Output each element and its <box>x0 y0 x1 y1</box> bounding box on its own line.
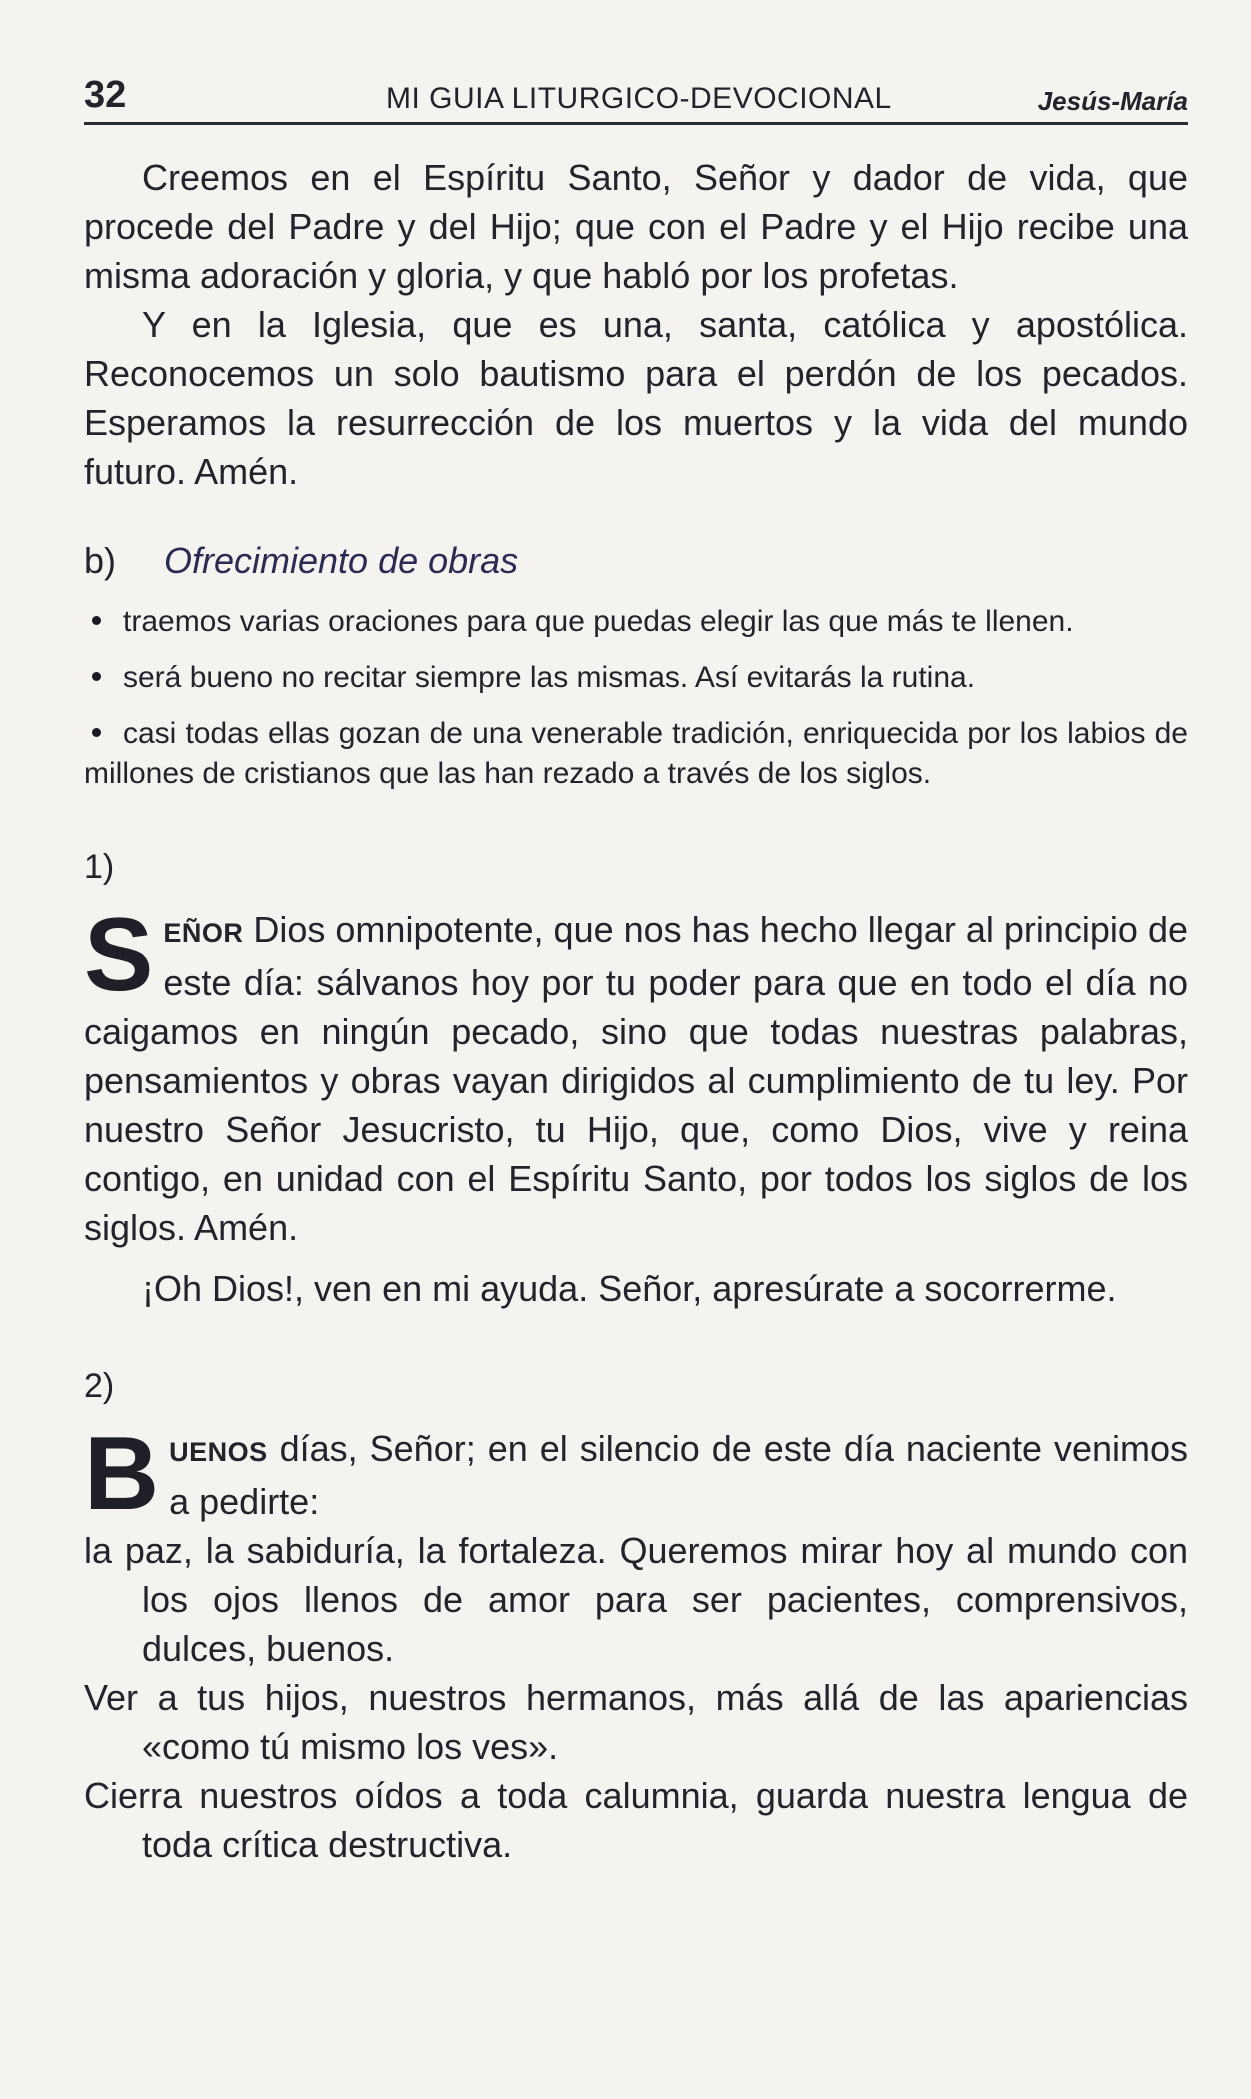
page-number: 32 <box>84 74 127 116</box>
section-title: Ofrecimiento de obras <box>164 540 519 581</box>
running-title: MI GUIA LITURGICO-DEVOCIONAL <box>386 82 892 115</box>
section-heading <box>84 540 1188 582</box>
bullet-item <box>84 658 1188 698</box>
bullet-list <box>84 602 1188 794</box>
bullet-icon <box>92 672 101 681</box>
bullet-text: traemos varias oraciones para que puedas elegir las que más te llenen. <box>123 605 1074 638</box>
petition-line: Ver a tus hijos, nuestros hermanos, más allá de las apariencias «como tú mismo los ves». <box>84 1677 1188 1767</box>
bullet-text: casi todas ellas gozan de una venerable tradición, enriquecida por los labios de millones de cristianos que las han rezado a través de los siglos. <box>84 717 1188 790</box>
prayer-number: 2) <box>84 1367 115 1405</box>
bullet-icon <box>92 728 101 737</box>
prayer-number: 1) <box>84 848 115 886</box>
bullet-item <box>84 714 1188 794</box>
prayer-paragraph <box>84 897 1188 1252</box>
author-name: Jesús-María <box>1037 86 1188 116</box>
prayer-text: días, Señor; en el silencio de este día naciente venimos a pedirte: <box>169 1428 1188 1522</box>
page <box>84 70 1188 1869</box>
creed-paragraph: Y en la Iglesia, que es una, santa, católica y apostólica. Reconocemos un solo bautismo para el perdón de los pecados. Esperamos la resurrección de los muertos y la vida del mundo futuro. Amén. <box>84 304 1188 492</box>
drop-cap: B <box>84 1416 160 1532</box>
prayer-paragraph <box>84 1416 1188 1532</box>
invocation: ¡Oh Dios!, ven en mi ayuda. Señor, apresúrate a socorrerme. <box>142 1268 1117 1309</box>
section-letter: b) <box>84 540 117 581</box>
petition-line: Cierra nuestros oídos a toda calumnia, guarda nuestra lengua de toda crítica destructiva. <box>84 1775 1188 1865</box>
prayer-text: Dios omnipotente, que nos has hecho llegar al principio de este día: sálvanos hoy por tu poder para que en todo el día no caigamos en ningún pecado, sino que todas nuestras palabras, pensamientos y obras vayan dirigidos al cumplimiento de tu ley. Por nuestro Señor Jesucristo, tu Hijo, que, como Dios, vive y reina contigo, en unidad con el Espíritu Santo, por todos los siglos de los siglos. Amén. <box>84 909 1188 1248</box>
petition-line: la paz, la sabiduría, la fortaleza. Queremos mirar hoy al mundo con los ojos llenos de amor para ser pacientes, comprensivos, dulces, buenos. <box>84 1530 1188 1669</box>
drop-cap: S <box>84 897 154 1013</box>
bullet-icon <box>92 616 101 625</box>
creed-paragraph: Creemos en el Espíritu Santo, Señor y dador de vida, que procede del Padre y del Hijo; que con el Padre y el Hijo recibe una misma adoración y gloria, y que habló por los profetas. <box>84 157 1188 296</box>
bullet-text: será bueno no recitar siempre las mismas. Así evitarás la rutina. <box>123 661 976 694</box>
page-header <box>84 70 1188 125</box>
small-caps-word: EÑOR <box>163 918 244 948</box>
small-caps-word: UENOS <box>169 1437 268 1467</box>
bullet-item <box>84 602 1188 642</box>
